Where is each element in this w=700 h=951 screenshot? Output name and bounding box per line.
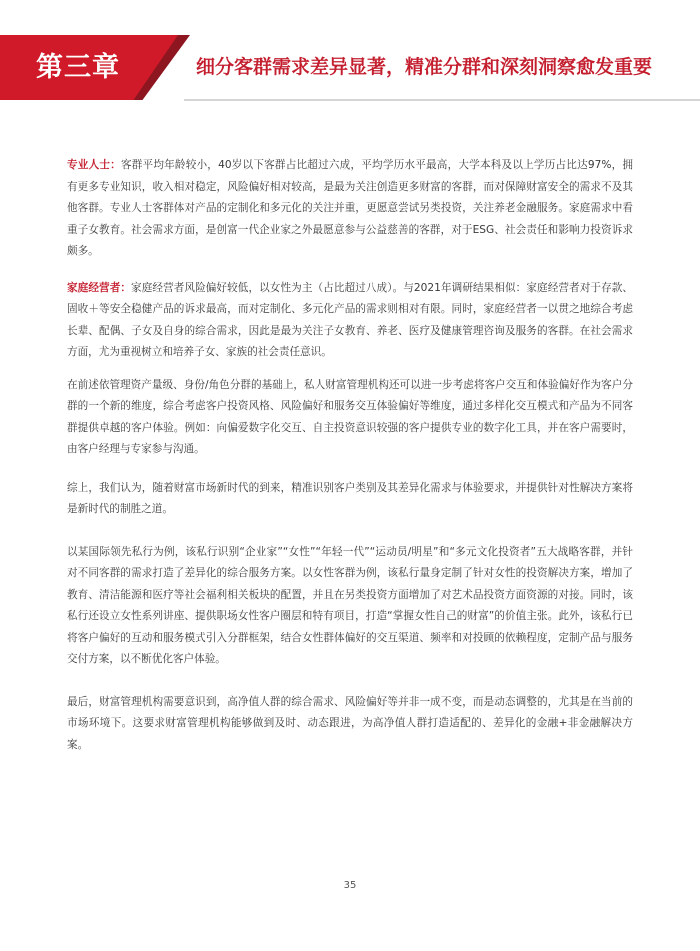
paragraph-lead-label: 家庭经营者： bbox=[67, 281, 132, 294]
page-number: 35 bbox=[343, 880, 357, 891]
paragraph-gap bbox=[67, 461, 633, 478]
paragraph-gap bbox=[67, 521, 633, 542]
paragraph-text: 家庭经营者风险偏好较低，以女性为主（占比超过八成）。与2021年调研结果相似：家庭经营者对于存款、固收＋等安全稳健产品的诉求最高，而对定制化、多元化产品的需求则相对有限。同时，家庭经营者一以贯之地综合考虑长辈、配偶、子女及自身的综合需求，因此是最为关注子女教育、养老、医疗及健康管理咨询及服务的客群。在社会需求方面，尤为重视树立和培养子女、家族的社会责任意识。 bbox=[67, 281, 634, 358]
paragraph-family-managers bbox=[67, 278, 633, 364]
paragraph-professionals bbox=[67, 155, 633, 263]
paragraph-gap bbox=[67, 671, 633, 692]
paragraph-summary: 综上，我们认为，随着财富市场新时代的到来，精准识别客户类别及其差异化需求与体验要求，并提供针对性解决方案将是新时代的制胜之道。 bbox=[67, 481, 633, 515]
chapter-label: 第三章 bbox=[36, 52, 120, 83]
title-underline bbox=[184, 99, 700, 101]
paragraph-interaction-dimension: 在前述依管理资产量级、身份/角色分群的基础上，私人财富管理机构还可以进一步考虑将客户交互和体验偏好作为客户分群的一个新的维度，综合考虑客户投资风格、风险偏好和服务交互体验偏好等维度，通过多样化交互模式和产品为不同客群提供卓越的客户体验。例如：向偏爱数字化交互、自主投资意识较强的客户提供专业的数字化工具，并在客户需要时，由客户经理与专家参与沟通。 bbox=[67, 378, 633, 455]
paragraph-text: 客群平均年龄较小，40岁以下客群占比超过六成，平均学历水平最高，大学本科及以上学历占比达97%，拥有更多专业知识，收入相对稳定，风险偏好相对较高，是最为关注创造更多财富的客群，而对保障财富安全的需求不及其他客群。专业人士客群体对产品的定制化和多元化的关注并重，更愿意尝试另类投资，关注养老金融服务。家庭需求中看重子女教育。社会需求方面，是创富一代企业家之外最愿意参与公益慈善的客群，对于ESG、社会责任和影响力投资诉求颇多。 bbox=[67, 159, 634, 257]
paragraph-case-study: 以某国际领先私行为例，该私行识别“企业家”“女性”“年轻一代”“运动员/明星”和“多元文化投资者”五大战略客群，并针对不同客群的需求打造了差异化的综合服务方案。以女性客群为例，该私行量身定制了针对女性的投资解决方案，增加了教育、清洁能源和医疗等社会福利相关板块的配置，并且在另类投资方面增加了对艺术品投资方面资源的对接。同时，该私行还设立女性系列讲座、提供职场女性客户圈层和特有项目，打造“掌握女性自己的财富”的价值主张。此外，该私行已将客户偏好的互动和服务模式引入分群框架，结合女性群体偏好的交互渠道、频率和对投顾的依赖程度，定制产品与服务交付方案，以不断优化客户体验。 bbox=[67, 545, 633, 665]
paragraph-gap bbox=[67, 364, 633, 375]
body-text bbox=[67, 155, 633, 756]
chapter-title: 细分客群需求差异显著，精准分群和深刻洞察愈发重要 bbox=[196, 56, 653, 78]
paragraph-lead-label: 专业人士： bbox=[67, 159, 121, 171]
paragraph-conclusion: 最后，财富管理机构需要意识到，高净值人群的综合需求、风险偏好等并非一成不变，而是动态调整的，尤其是在当前的市场环境下。这要求财富管理机构能够做到及时、动态跟进，为高净值人群打造适配的、差异化的金融+非金融解决方案。 bbox=[67, 695, 633, 751]
paragraph-gap bbox=[67, 263, 633, 278]
chapter-banner bbox=[0, 35, 700, 100]
